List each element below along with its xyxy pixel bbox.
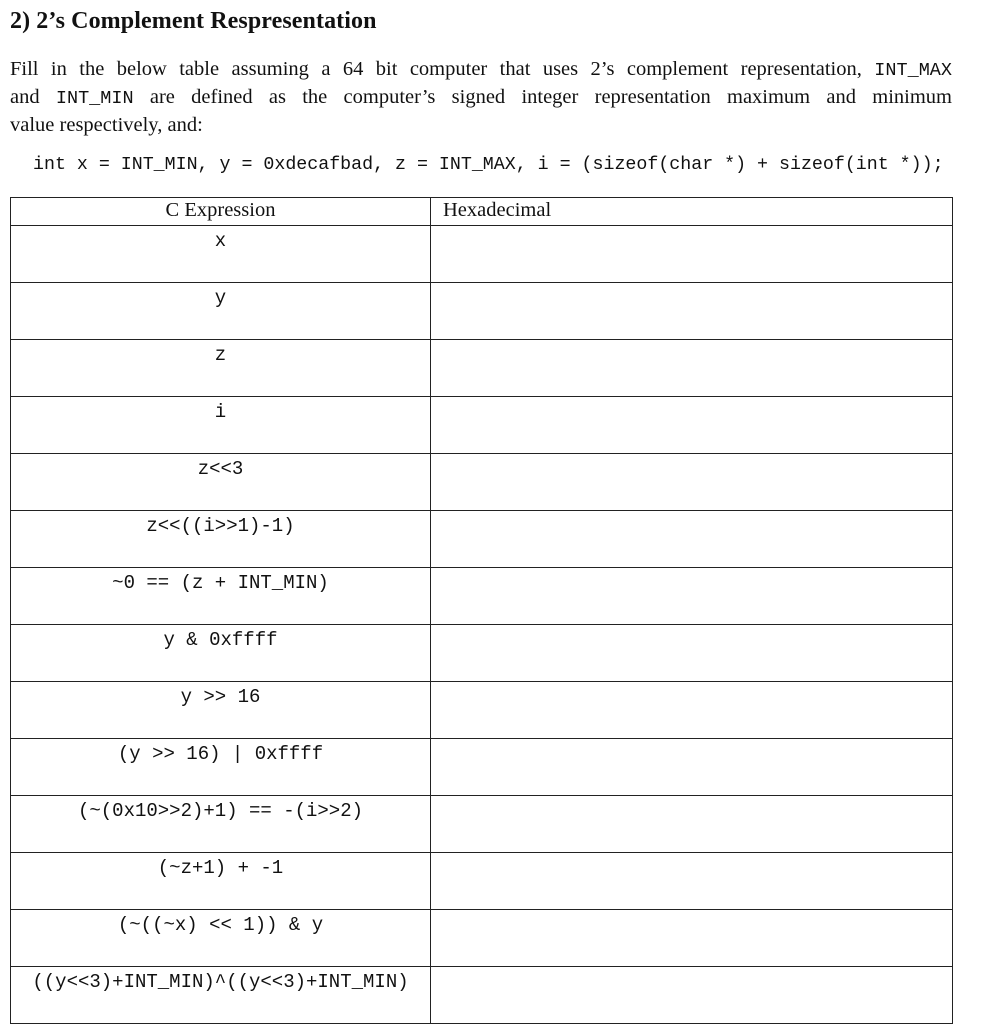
expression-cell: ((y<<3)+INT_MIN)^((y<<3)+INT_MIN) (11, 967, 431, 1024)
expression-cell: z (11, 340, 431, 397)
hexadecimal-answer-cell[interactable] (431, 910, 953, 967)
instructions-line-2 (10, 84, 952, 112)
expression-cell: (~((~x) << 1)) & y (11, 910, 431, 967)
expression-cell: z<<((i>>1)-1) (11, 511, 431, 568)
expression-cell: y & 0xffff (11, 625, 431, 682)
hexadecimal-answer-cell[interactable] (431, 340, 953, 397)
expression-cell: y (11, 283, 431, 340)
column-header-expression: C Expression (11, 198, 431, 226)
instructions-line-2-text: are defined as the computer’s signed integer representation maximum and minimum (133, 86, 952, 108)
int-max-constant: INT_MAX (874, 60, 952, 81)
table-row (11, 340, 953, 397)
hexadecimal-answer-cell[interactable] (431, 568, 953, 625)
expression-cell: y >> 16 (11, 682, 431, 739)
hexadecimal-answer-cell[interactable] (431, 967, 953, 1024)
hexadecimal-answer-cell[interactable] (431, 397, 953, 454)
table-row (11, 454, 953, 511)
hexadecimal-answer-cell[interactable] (431, 796, 953, 853)
expression-cell: z<<3 (11, 454, 431, 511)
hexadecimal-answer-cell[interactable] (431, 853, 953, 910)
expression-cell: i (11, 397, 431, 454)
table-row (11, 226, 953, 283)
table-row (11, 967, 953, 1024)
question-title: 2) 2’s Complement Respresentation (10, 8, 377, 34)
answer-table (10, 197, 953, 1024)
expression-cell: (~z+1) + -1 (11, 853, 431, 910)
table-row (11, 682, 953, 739)
hexadecimal-answer-cell[interactable] (431, 511, 953, 568)
table-row (11, 283, 953, 340)
column-header-hexadecimal: Hexadecimal (431, 198, 953, 226)
hexadecimal-answer-cell[interactable] (431, 283, 953, 340)
question-instructions (10, 56, 952, 138)
instructions-line-3: value respectively, and: (10, 114, 203, 136)
instructions-line-2-prefix: and (10, 86, 56, 108)
variable-declaration: int x = INT_MIN, y = 0xdecafbad, z = INT_MAX, i = (sizeof(char *) + sizeof(int *)); (33, 155, 944, 175)
hexadecimal-answer-cell[interactable] (431, 226, 953, 283)
hexadecimal-answer-cell[interactable] (431, 739, 953, 796)
table-row (11, 397, 953, 454)
hexadecimal-answer-cell[interactable] (431, 682, 953, 739)
table-row (11, 853, 953, 910)
instructions-line-1 (10, 56, 952, 84)
table-row (11, 910, 953, 967)
instructions-line-1-text: Fill in the below table assuming a 64 bit computer that uses 2’s complement representation, (10, 58, 875, 80)
table-header-row (11, 198, 953, 226)
table-row (11, 568, 953, 625)
int-min-constant: INT_MIN (55, 88, 134, 109)
table-row (11, 511, 953, 568)
hexadecimal-answer-cell[interactable] (431, 454, 953, 511)
expression-cell: ~0 == (z + INT_MIN) (11, 568, 431, 625)
table-row (11, 796, 953, 853)
expression-cell: x (11, 226, 431, 283)
table-row (11, 739, 953, 796)
hexadecimal-answer-cell[interactable] (431, 625, 953, 682)
expression-cell: (~(0x10>>2)+1) == -(i>>2) (11, 796, 431, 853)
table-row (11, 625, 953, 682)
expression-cell: (y >> 16) | 0xffff (11, 739, 431, 796)
